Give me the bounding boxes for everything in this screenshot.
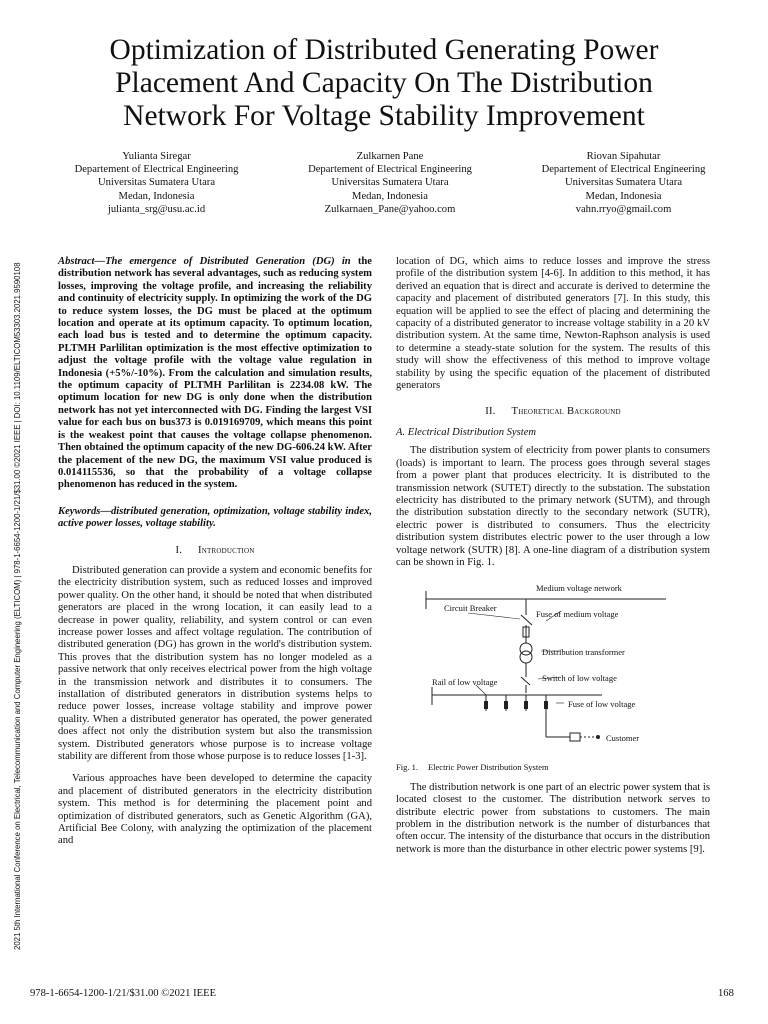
author-name: Riovan Sipahutar <box>586 151 661 162</box>
author-name: Yulianta Siregar <box>122 151 191 162</box>
author-2 <box>274 150 507 216</box>
lv-fuse-4 <box>544 701 548 709</box>
section-number: I. <box>175 544 183 556</box>
author-dept: Departement of Electrical Engineering <box>74 164 239 176</box>
sidebar-text: 2021 5th International Conference on Electrical, Telecommunication and Computer Engineering (ELTICOM) | 978-1-6654-1200-1/21/$31.00 ©2021 IEEE | DOI: 10.1109/ELTICOM53303.2021.9590108 <box>13 262 22 950</box>
label-rail-lv: Rail of low voltage <box>432 677 498 688</box>
right-column <box>396 256 710 856</box>
author-city: Medan, Indonesia <box>585 190 662 202</box>
label-fuse-lv: Fuse of low voltage <box>568 699 636 710</box>
figure-caption <box>396 761 710 773</box>
author-city: Medan, Indonesia <box>118 190 195 202</box>
intro-paragraph-3: location of DG, which aims to reduce losses and improve the stress profile of the distribution system [4-6]. In addition to this method, it has derived an equation that is direct and accurate is derived to determine the capacity and placement of distributed generators [7]. In this study, this equation will be applied to see the effect of placing and determining the capacity of a distributed generator to increase voltage stability in a 20 kV distribution system. At the same time, Newton-Raphson analysis is used to determine a steady-state solution for the system. The results of this study will show the effectiveness of this method to improve voltage stability by using the specific equation of the placement of distributed generators <box>396 256 710 392</box>
label-customer: Customer <box>606 733 640 744</box>
theory-paragraph-2: The distribution network is one part of an electric power system that is located closest to the customer. The distribution network serves to distribute electric power from substations to customers. The main problem in the distribution network is the number of disturbances that often occur. The intensity of the disturbance that occurs in the distribution network is more than the disturbance in other electric power systems [9]. <box>396 781 710 855</box>
author-dept: Departement of Electrical Engineering <box>541 164 706 176</box>
author-email[interactable]: Zulkarnaen_Pane@yahoo.com <box>324 203 456 215</box>
conference-sidebar <box>11 160 25 950</box>
caption-text: Electric Power Distribution System <box>427 762 549 773</box>
author-univ: Universitas Sumatera Utara <box>564 177 683 189</box>
label-switch-lv: Switch of low voltage <box>542 673 617 684</box>
section-title: Theoretical Background <box>511 406 621 418</box>
left-column <box>58 256 372 848</box>
theory-paragraph-1: The distribution system of electricity from power plants to consumers (loads) is important to learn. The process goes through several stages from a power plant that produces electricity. It is distributed to the transmission network (SUTET) directly to the substation. The substation electricity has distributed to the primary network (SUTM), and through the distribution substation directly to the secondary network (SUTR), electric power is distributed to consumers. Thus the electricity distribution system distributes electric power to the user through a low voltage network (SUTR) [8]. A one-line diagram of a distribution system can be shown in Fig. 1. <box>396 445 710 568</box>
label-transformer: Distribution transformer <box>542 647 625 658</box>
abstract-lead: Abstract—The emergence of Distributed Generation (DG) in <box>58 256 351 267</box>
page-number: 168 <box>718 988 734 999</box>
section-heading-theory <box>396 406 710 418</box>
section-heading-introduction <box>58 545 372 557</box>
circuit-breaker-switch <box>521 615 532 625</box>
subsection-heading: A. Electrical Distribution System <box>396 426 537 438</box>
section-title: Introduction <box>198 544 255 556</box>
author-name: Zulkarnen Pane <box>356 151 424 162</box>
lv-fuse-3 <box>524 701 528 709</box>
author-city: Medan, Indonesia <box>352 190 428 202</box>
author-univ: Universitas Sumatera Utara <box>331 177 449 189</box>
footer-copyright: 978-1-6654-1200-1/21/$31.00 ©2021 IEEE <box>30 988 217 999</box>
lv-switch <box>521 677 530 685</box>
intro-paragraph-2: Various approaches have been developed to determine the capacity and placement of distributed generators in the electricity distribution system. This method is for determining the placement point and optimization of distributed generators, such as Genetic Algorithm (GA), Artificial Bee Colony, with analyzing the optimization of the placement and <box>58 773 372 847</box>
keywords: Keywords—distributed generation, optimization, voltage stability index, active power losses, voltage stability. <box>58 505 372 530</box>
transformer-secondary <box>520 651 532 663</box>
caption-number: Fig. 1. <box>396 762 418 773</box>
author-email[interactable]: vahn.rryo@gmail.com <box>575 203 672 215</box>
author-univ: Universitas Sumatera Utara <box>97 177 216 189</box>
label-circuit-breaker: Circuit Breaker <box>444 603 497 614</box>
label-fuse-mv: Fuse of medium voltage <box>536 609 619 620</box>
intro-paragraph-1: Distributed generation can provide a system and economic benefits for the electricity distribution system, such as reduced losses and improved power quality. On the other hand, it should be noted that when distributed generators are placed in the wrong location, it can easily lead to a decrease in power quality, reliability, and system control or can even increase power losses and affect voltage regulation. The contribution of distributed generation (DG) has grown in the world's distribution system. This proves that the distribution system has no longer modeled as a passive network that only receives electrical power from the high voltage in the transmission network and distributes it to consumers. The installation of distributed generators in distribution systems helps to reduce power losses, increase voltage stability and improve power quality. When a distributed generator has operated, the power generated does affect not only the distribution system but also the transmission system. Distributed generators whose purpose is to increase voltage stability are different from those whose purpose is to reduce losses [1-3]. <box>58 564 372 763</box>
section-number: II. <box>485 406 496 418</box>
author-block <box>40 150 740 216</box>
customer-dot <box>596 735 600 739</box>
lv-fuse-2 <box>504 701 508 709</box>
one-line-diagram <box>396 577 710 757</box>
paper-title: Optimization of Distributed Generating Power Placement And Capacity On The Distribution Network For Voltage Stability Improvement <box>109 34 659 132</box>
figure-distribution-system <box>396 577 710 757</box>
author-1 <box>40 150 273 216</box>
author-dept: Departement of Electrical Engineering <box>308 164 472 176</box>
abstract <box>58 256 372 492</box>
abstract-body: the distribution network has several advantages, such as reducing system losses, improving the voltage profile, and increasing the reliability and continuity of electricity supply. In optimizing the work of the DG to reduce system losses, the DG must be placed at the optimum location and operate at its optimum capacity. To optimum location, each load bus is tested and to determine the optimum capacity. PLTMH Parlilitan optimization is the most effective optimization to adjust the voltage profile with the voltage value regulation in Indonesia (+5%/-10%). From the calculation and simulation results, the optimum capacity of PLTMH Parlilitan is 2234.08 kW. The optimum location for new DG is only done when the distribution network has not yet interconnected with DG. Finding the largest VSI value for each bus on bus373 is 0.019169709, which means this point is the weakest point that causes the voltage collapse phenomenon. Then obtained the optimum capacity of the new DG-606.24 kW. After the placement of the new DG, the maximum VSI value produced is 0.014115536, so that the probability of a voltage collapse phenomenon has reduced in the system. <box>58 256 373 491</box>
label-mv-network: Medium voltage network <box>536 583 622 594</box>
author-3 <box>507 150 740 216</box>
customer-meter <box>570 733 580 741</box>
lv-fuse-1 <box>484 701 488 709</box>
author-email[interactable]: julianta_srg@usu.ac.id <box>107 203 206 215</box>
